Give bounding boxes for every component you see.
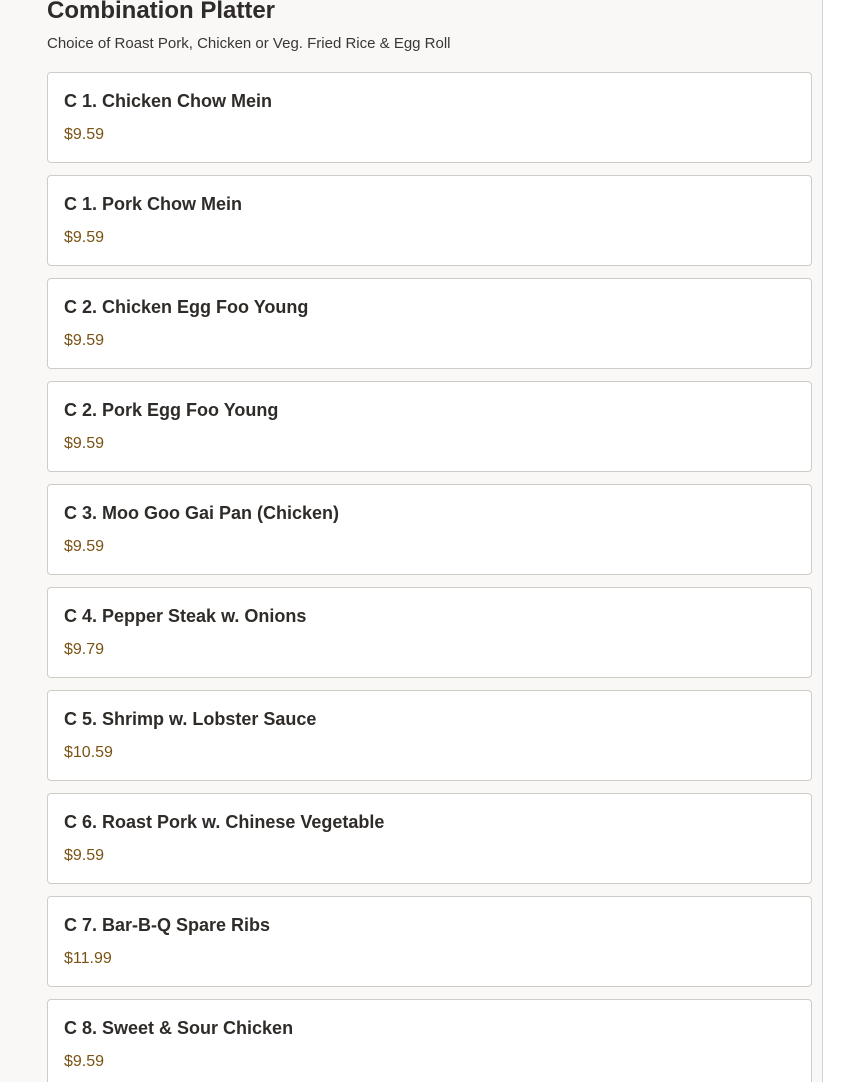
menu-item-card[interactable] [47,896,812,987]
menu-item-list [47,72,812,1082]
menu-item-price: $11.99 [64,950,112,967]
menu-item-price: $9.79 [64,641,105,658]
menu-item-name: C 3. Moo Goo Gai Pan (Chicken) [64,503,340,523]
menu-item-name: C 4. Pepper Steak w. Onions [64,606,307,626]
menu-item-card[interactable] [47,999,812,1082]
menu-item-price: $9.59 [64,1053,105,1070]
menu-item-price: $10.59 [64,744,113,761]
menu-item-name: C 1. Chicken Chow Mein [64,91,273,111]
menu-item-price: $9.59 [64,435,105,452]
menu-item-name: C 2. Chicken Egg Foo Young [64,297,309,317]
menu-item-card[interactable] [47,587,812,678]
menu-item-price: $9.59 [64,126,105,143]
menu-item-card[interactable] [47,175,812,266]
menu-item-name: C 2. Pork Egg Foo Young [64,400,279,420]
menu-item-price: $9.59 [64,229,105,246]
menu-item-name: C 7. Bar-B-Q Spare Ribs [64,915,271,935]
menu-item-price: $9.59 [64,847,105,864]
menu-item-card[interactable] [47,690,812,781]
menu-item-name: C 5. Shrimp w. Lobster Sauce [64,709,317,729]
menu-item-name: C 6. Roast Pork w. Chinese Vegetable [64,812,385,832]
menu-item-card[interactable] [47,484,812,575]
menu-item-card[interactable] [47,72,812,163]
menu-item-card[interactable] [47,278,812,369]
menu-item-card[interactable] [47,381,812,472]
menu-item-price: $9.59 [64,538,105,555]
section-title: Combination Platter [47,0,276,24]
menu-item-name: C 1. Pork Chow Mein [64,194,243,214]
menu-item-card[interactable] [47,793,812,884]
menu-item-name: C 8. Sweet & Sour Chicken [64,1018,294,1038]
menu-item-price: $9.59 [64,332,105,349]
section-description: Choice of Roast Pork, Chicken or Veg. Fried Rice & Egg Roll [47,35,451,52]
